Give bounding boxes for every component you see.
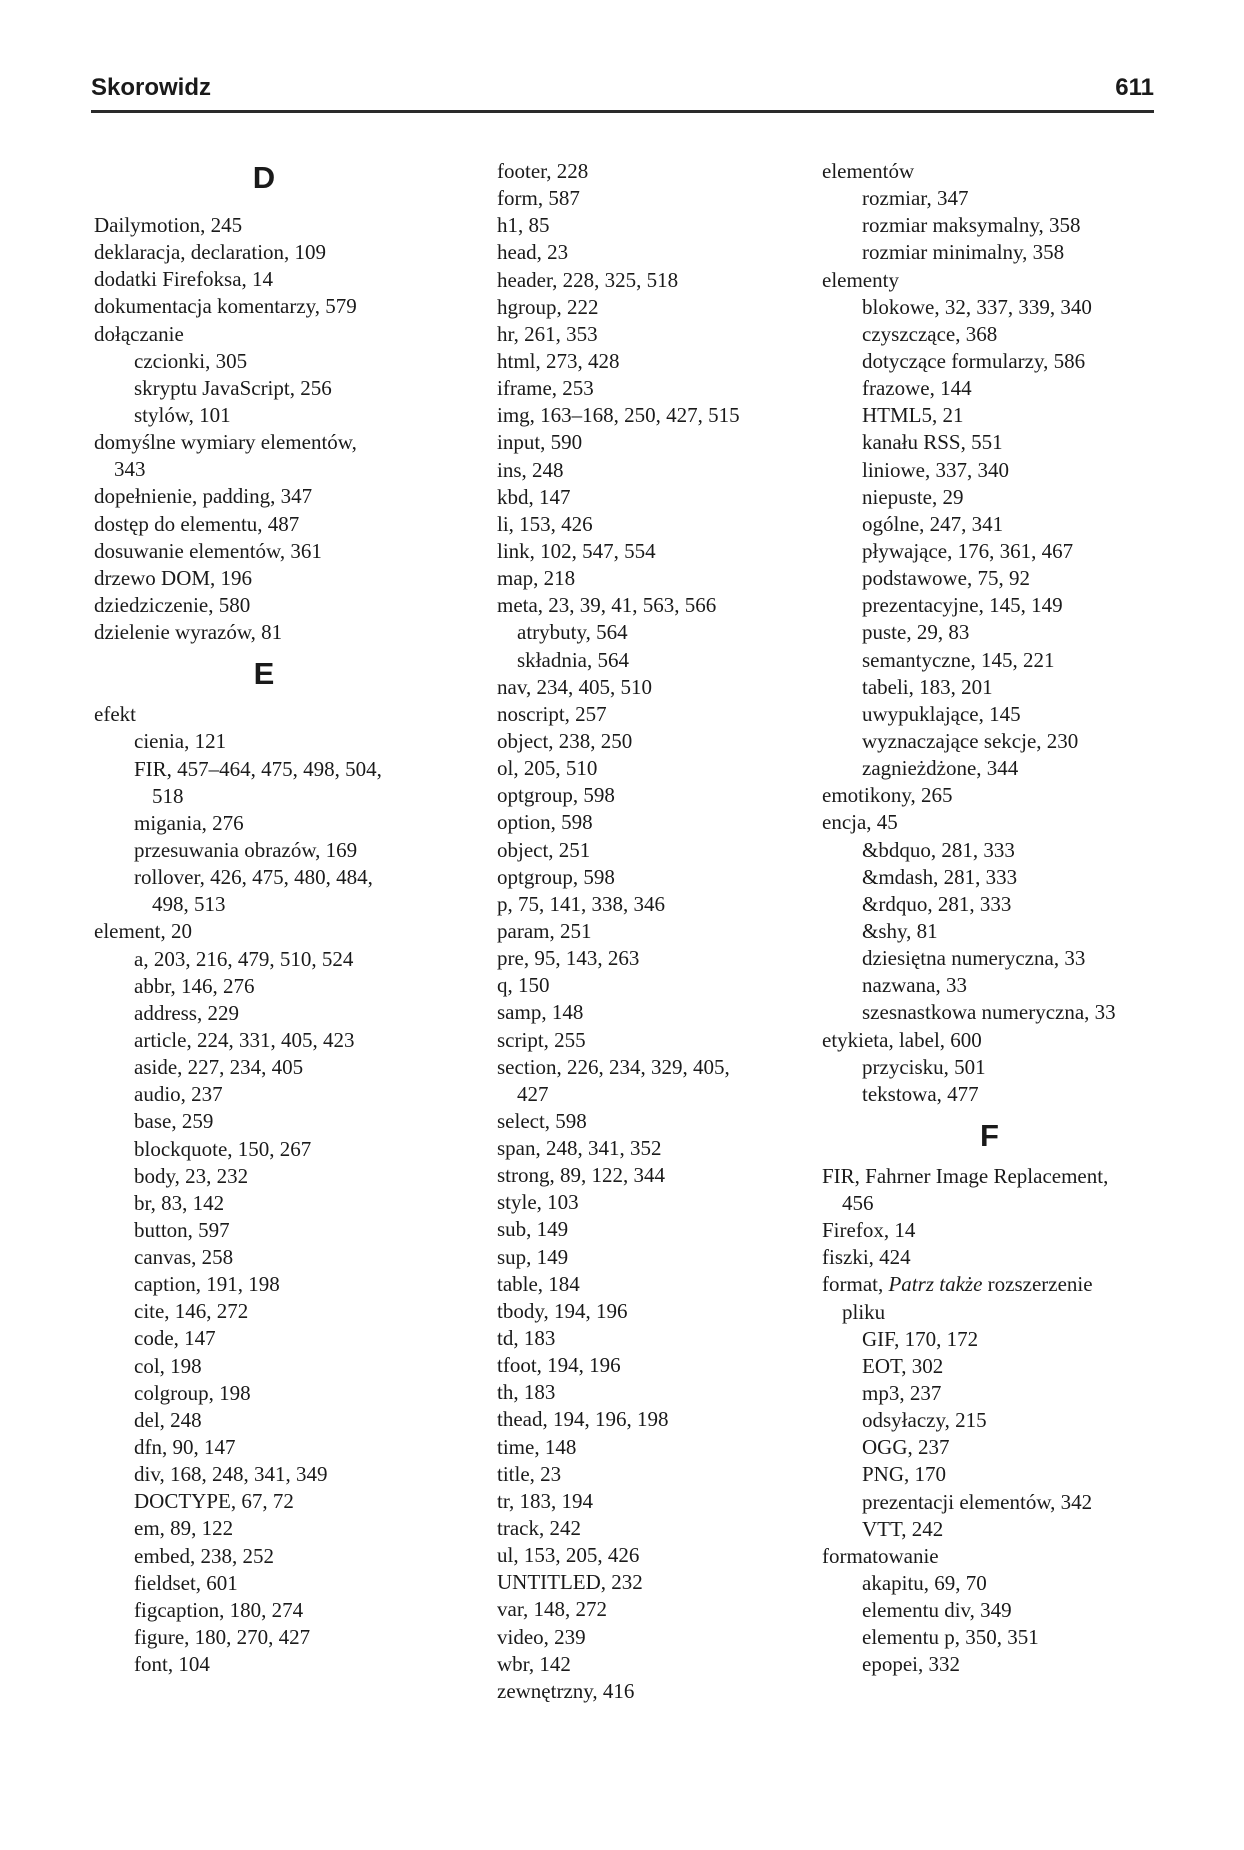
index-subentry: OGG, 237 <box>862 1435 950 1460</box>
index-subentry: dziesiętna numeryczna, 33 <box>862 946 1086 971</box>
index-subentry: uwypuklające, 145 <box>862 701 1021 726</box>
index-entry: emotikony, 265 <box>822 783 953 808</box>
index-subentry: font, 104 <box>134 1652 210 1677</box>
index-entry: etykieta, label, 600 <box>822 1027 982 1052</box>
index-subentry: ogólne, 247, 341 <box>862 511 1004 536</box>
index-entry: param, 251 <box>497 918 592 943</box>
running-header <box>91 70 1154 113</box>
index-subentry: dotyczące formularzy, 586 <box>862 348 1086 373</box>
index-subentry: br, 83, 142 <box>134 1190 225 1215</box>
index-subentry: prezentacji elementów, 342 <box>862 1489 1093 1514</box>
index-entry: td, 183 <box>497 1326 556 1351</box>
index-subentry: odsyłaczy, 215 <box>862 1408 987 1433</box>
index-entry: ol, 205, 510 <box>497 756 598 781</box>
running-header-title: Skorowidz <box>91 74 212 101</box>
index-entry: footer, 228 <box>497 159 589 183</box>
index-entry: tfoot, 194, 196 <box>497 1353 621 1378</box>
index-subentry: canvas, 258 <box>134 1245 234 1270</box>
index-subentry: &bdquo, 281, 333 <box>862 837 1015 862</box>
index-subentry: HTML5, 21 <box>862 403 964 428</box>
index-subentry: tekstowa, 477 <box>862 1081 979 1106</box>
index-entry: formatowanie <box>822 1543 939 1568</box>
index-entry: input, 590 <box>497 430 583 455</box>
index-subentry: col, 198 <box>134 1353 202 1378</box>
index-entry: ins, 248 <box>497 457 564 482</box>
index-subentry: rollover, 426, 475, 480, 484, <box>134 865 373 890</box>
index-entry: track, 242 <box>497 1516 581 1541</box>
index-subentry: czcionki, 305 <box>134 348 248 373</box>
index-entry: strong, 89, 122, 344 <box>497 1163 665 1188</box>
index-subentry: GIF, 170, 172 <box>862 1326 979 1351</box>
index-subentry: EOT, 302 <box>862 1353 944 1378</box>
index-subentry: rozmiar, 347 <box>862 186 969 211</box>
index-subentry: &rdquo, 281, 333 <box>862 891 1012 916</box>
index-column-2 <box>497 158 837 1705</box>
index-entry: ul, 153, 205, 426 <box>497 1543 640 1568</box>
index-subentry: wyznaczające sekcje, 230 <box>862 728 1079 753</box>
index-subentry: &mdash, 281, 333 <box>862 864 1018 889</box>
index-subentry: 518 <box>152 783 184 808</box>
index-entry: form, 587 <box>497 186 580 211</box>
cross-reference: Patrz także <box>888 1272 983 1297</box>
index-entry: html, 273, 428 <box>497 348 620 373</box>
index-subentry: DOCTYPE, 67, 72 <box>134 1489 294 1514</box>
index-entry: style, 103 <box>497 1190 579 1215</box>
index-entry <box>822 1271 1157 1298</box>
index-entry: 427 <box>517 1081 549 1106</box>
index-entry: elementy <box>822 267 899 292</box>
index-entry: hgroup, 222 <box>497 294 599 319</box>
index-entry: składnia, 564 <box>517 647 629 672</box>
index-subentry: akapitu, 69, 70 <box>862 1571 987 1596</box>
index-subentry: podstawowe, 75, 92 <box>862 566 1030 591</box>
index-entry: img, 163–168, 250, 427, 515 <box>497 403 740 428</box>
index-entry: wbr, 142 <box>497 1651 571 1676</box>
index-entry: sup, 149 <box>497 1244 569 1269</box>
index-subentry: article, 224, 331, 405, 423 <box>134 1027 355 1052</box>
index-subentry: rozmiar maksymalny, 358 <box>862 213 1081 238</box>
index-subentry: address, 229 <box>134 1000 239 1025</box>
index-subentry: cite, 146, 272 <box>134 1299 249 1324</box>
index-entry: efekt <box>94 702 136 727</box>
index-entry: option, 598 <box>497 810 593 835</box>
index-entry: dzielenie wyrazów, 81 <box>94 620 283 645</box>
index-entry: section, 226, 234, 329, 405, <box>497 1054 730 1079</box>
index-entry: title, 23 <box>497 1461 562 1486</box>
index-subentry: niepuste, 29 <box>862 484 964 509</box>
index-entry: atrybuty, 564 <box>517 620 628 645</box>
index-subentry: VTT, 242 <box>862 1516 944 1541</box>
index-subentry: figcaption, 180, 274 <box>134 1597 304 1622</box>
index-entry: li, 153, 426 <box>497 511 593 536</box>
index-subentry: FIR, 457–464, 475, 498, 504, <box>134 756 382 781</box>
index-entry: deklaracja, declaration, 109 <box>94 240 327 265</box>
index-entry: elementów <box>822 159 915 183</box>
index-subentry: frazowe, 144 <box>862 376 972 401</box>
index-entry: zewnętrzny, 416 <box>497 1678 635 1703</box>
index-subentry: caption, 191, 198 <box>134 1272 280 1297</box>
index-entry: header, 228, 325, 518 <box>497 267 679 292</box>
index-entry: th, 183 <box>497 1380 556 1405</box>
index-entry: pliku <box>842 1299 886 1324</box>
index-subentry: kanału RSS, 551 <box>862 430 1003 455</box>
index-subentry: cienia, 121 <box>134 729 227 754</box>
index-entry: domyślne wymiary elementów, <box>94 430 357 455</box>
index-entry: Firefox, 14 <box>822 1218 916 1243</box>
index-subentry: abbr, 146, 276 <box>134 973 255 998</box>
index-column-1 <box>94 158 434 1678</box>
index-entry: time, 148 <box>497 1434 577 1459</box>
index-subentry: mp3, 237 <box>862 1381 942 1406</box>
index-subentry: czyszczące, 368 <box>862 321 998 346</box>
index-entry: dosuwanie elementów, 361 <box>94 538 322 563</box>
index-subentry: body, 23, 232 <box>134 1163 249 1188</box>
index-subentry: PNG, 170 <box>862 1462 947 1487</box>
index-entry: map, 218 <box>497 566 576 591</box>
index-subentry: dfn, 90, 147 <box>134 1435 236 1460</box>
index-subentry: liniowe, 337, 340 <box>862 457 1009 482</box>
index-subentry: fieldset, 601 <box>134 1570 238 1595</box>
index-entry: object, 238, 250 <box>497 728 633 753</box>
index-entry: 343 <box>114 457 146 482</box>
index-entry: tbody, 194, 196 <box>497 1298 628 1323</box>
index-entry: noscript, 257 <box>497 701 607 726</box>
index-entry: FIR, Fahrner Image Replacement, <box>822 1163 1109 1188</box>
index-entry: dopełnienie, padding, 347 <box>94 484 313 509</box>
index-entry: dostęp do elementu, 487 <box>94 511 300 536</box>
index-subentry: code, 147 <box>134 1326 216 1351</box>
index-entry: UNTITLED, 232 <box>497 1570 643 1595</box>
index-entry: head, 23 <box>497 240 569 265</box>
index-entry: dziedziczenie, 580 <box>94 592 251 617</box>
index-entry: 456 <box>842 1191 874 1216</box>
index-entry: span, 248, 341, 352 <box>497 1136 662 1161</box>
index-subentry: przycisku, 501 <box>862 1054 986 1079</box>
index-entry: kbd, 147 <box>497 484 571 509</box>
index-entry: optgroup, 598 <box>497 783 615 808</box>
section-letter: E <box>253 656 275 692</box>
index-subentry: aside, 227, 234, 405 <box>134 1055 304 1080</box>
index-subentry: base, 259 <box>134 1109 214 1134</box>
index-subentry: puste, 29, 83 <box>862 620 970 645</box>
index-entry: Dailymotion, 245 <box>94 213 243 237</box>
index-entry: q, 150 <box>497 973 550 998</box>
index-entry: script, 255 <box>497 1027 586 1052</box>
index-entry: var, 148, 272 <box>497 1597 607 1622</box>
index-subentry: skryptu JavaScript, 256 <box>134 375 332 400</box>
index-entry: p, 75, 141, 338, 346 <box>497 891 665 916</box>
section-letter: D <box>252 160 276 195</box>
index-entry: drzewo DOM, 196 <box>94 565 253 590</box>
index-subentry: elementu p, 350, 351 <box>862 1625 1039 1650</box>
index-entry: samp, 148 <box>497 1000 584 1025</box>
index-subentry: colgroup, 198 <box>134 1380 251 1405</box>
index-entry: pre, 95, 143, 263 <box>497 946 640 971</box>
index-subentry: nazwana, 33 <box>862 973 967 998</box>
index-entry: thead, 194, 196, 198 <box>497 1407 669 1432</box>
index-subentry: przesuwania obrazów, 169 <box>134 837 358 862</box>
index-subentry: epopei, 332 <box>862 1652 960 1677</box>
index-subentry: embed, 238, 252 <box>134 1543 274 1568</box>
index-subentry: stylów, 101 <box>134 402 231 427</box>
index-entry: video, 239 <box>497 1624 586 1649</box>
index-entry: dokumentacja komentarzy, 579 <box>94 294 357 319</box>
index-subentry: &shy, 81 <box>862 918 938 943</box>
index-subentry: em, 89, 122 <box>134 1516 234 1541</box>
index-entry: meta, 23, 39, 41, 563, 566 <box>497 593 717 618</box>
index-subentry: 498, 513 <box>152 892 226 917</box>
index-entry: dołączanie <box>94 321 184 346</box>
index-entry: table, 184 <box>497 1271 580 1296</box>
index-entry: nav, 234, 405, 510 <box>497 674 652 699</box>
index-subentry: div, 168, 248, 341, 349 <box>134 1462 328 1487</box>
index-subentry: zagnieżdżone, 344 <box>862 756 1019 781</box>
page-number: 611 <box>1115 74 1154 101</box>
index-subentry: tabeli, 183, 201 <box>862 674 993 699</box>
index-subentry: figure, 180, 270, 427 <box>134 1625 311 1650</box>
index-subentry: audio, 237 <box>134 1082 223 1107</box>
entry-text: format, <box>822 1272 889 1297</box>
index-entry: hr, 261, 353 <box>497 321 598 346</box>
index-subentry: elementu div, 349 <box>862 1598 1012 1623</box>
index-entry: object, 251 <box>497 837 591 862</box>
index-entry: tr, 183, 194 <box>497 1488 593 1513</box>
index-subentry: semantyczne, 145, 221 <box>862 647 1055 672</box>
index-entry: iframe, 253 <box>497 376 594 401</box>
section-letter: F <box>980 1117 999 1153</box>
index-entry: link, 102, 547, 554 <box>497 538 656 563</box>
index-subentry: pływające, 176, 361, 467 <box>862 538 1074 563</box>
index-subentry: a, 203, 216, 479, 510, 524 <box>134 946 354 971</box>
index-subentry: szesnastkowa numeryczna, 33 <box>862 1000 1116 1025</box>
index-subentry: migania, 276 <box>134 810 244 835</box>
index-subentry: prezentacyjne, 145, 149 <box>862 593 1063 618</box>
index-subentry: rozmiar minimalny, 358 <box>862 240 1065 265</box>
index-entry: sub, 149 <box>497 1217 569 1242</box>
index-subentry: del, 248 <box>134 1407 202 1432</box>
index-subentry: blokowe, 32, 337, 339, 340 <box>862 294 1092 319</box>
index-entry: dodatki Firefoksa, 14 <box>94 267 274 292</box>
entry-text: rozszerzenie <box>982 1272 1093 1297</box>
index-column-3 <box>822 158 1157 1679</box>
index-entry: encja, 45 <box>822 810 898 835</box>
index-entry: h1, 85 <box>497 213 550 238</box>
index-entry: select, 598 <box>497 1108 587 1133</box>
index-subentry: button, 597 <box>134 1217 230 1242</box>
index-entry: fiszki, 424 <box>822 1245 911 1270</box>
index-subentry: blockquote, 150, 267 <box>134 1136 312 1161</box>
index-entry: element, 20 <box>94 919 192 944</box>
index-entry: optgroup, 598 <box>497 864 615 889</box>
